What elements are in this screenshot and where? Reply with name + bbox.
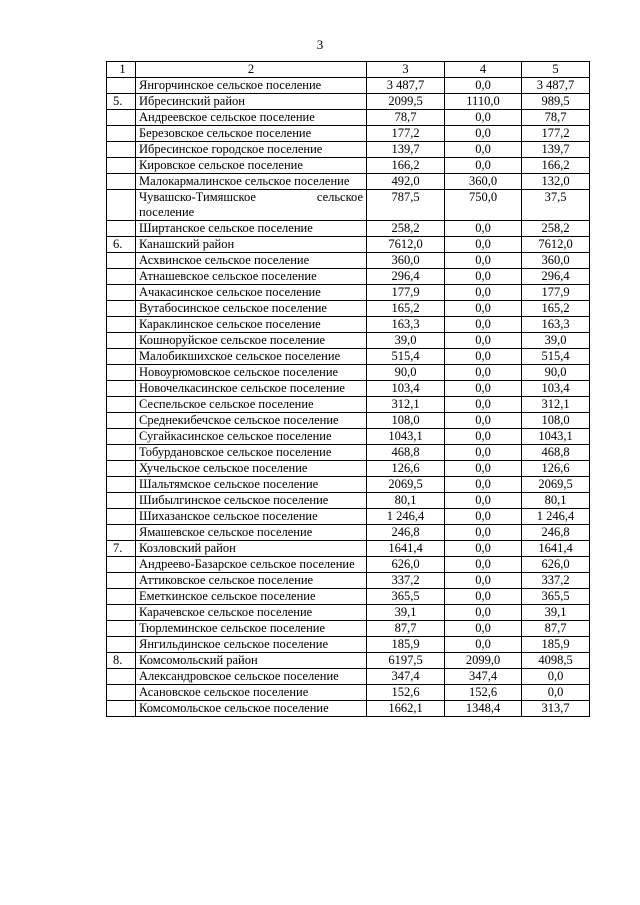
settlement-name: Сеспельское сельское поселение bbox=[136, 397, 367, 413]
value-col-4: 0,0 bbox=[445, 285, 522, 301]
settlement-name: Тобурдановское сельское поселение bbox=[136, 445, 367, 461]
row-number bbox=[107, 78, 136, 94]
table-row bbox=[107, 221, 590, 237]
value-col-4: 0,0 bbox=[445, 413, 522, 429]
row-number bbox=[107, 685, 136, 701]
value-col-5: 103,4 bbox=[522, 381, 590, 397]
settlement-name: Андреевское сельское поселение bbox=[136, 110, 367, 126]
value-col-4: 0,0 bbox=[445, 237, 522, 253]
row-number bbox=[107, 589, 136, 605]
row-number bbox=[107, 158, 136, 174]
header-col-5: 5 bbox=[522, 62, 590, 78]
settlement-name: Ачакасинское сельское поселение bbox=[136, 285, 367, 301]
value-col-5: 37,5 bbox=[522, 190, 590, 221]
header-col-3: 3 bbox=[367, 62, 445, 78]
value-col-3: 80,1 bbox=[367, 493, 445, 509]
value-col-5: 258,2 bbox=[522, 221, 590, 237]
table-row bbox=[107, 397, 590, 413]
value-col-5: 165,2 bbox=[522, 301, 590, 317]
row-number: 8. bbox=[107, 653, 136, 669]
row-number bbox=[107, 381, 136, 397]
value-col-4: 0,0 bbox=[445, 349, 522, 365]
value-col-5: 90,0 bbox=[522, 365, 590, 381]
value-col-5: 185,9 bbox=[522, 637, 590, 653]
settlement-name: Карачевское сельское поселение bbox=[136, 605, 367, 621]
row-number bbox=[107, 557, 136, 573]
row-number bbox=[107, 301, 136, 317]
value-col-4: 0,0 bbox=[445, 557, 522, 573]
value-col-3: 185,9 bbox=[367, 637, 445, 653]
table-header-row bbox=[107, 62, 590, 78]
value-col-5: 1641,4 bbox=[522, 541, 590, 557]
value-col-3: 1641,4 bbox=[367, 541, 445, 557]
settlement-name: Янгорчинское сельское поселение bbox=[136, 78, 367, 94]
value-col-3: 468,8 bbox=[367, 445, 445, 461]
settlement-name: Асхвинское сельское поселение bbox=[136, 253, 367, 269]
settlement-name: Козловский район bbox=[136, 541, 367, 557]
row-number bbox=[107, 317, 136, 333]
value-col-4: 0,0 bbox=[445, 493, 522, 509]
settlement-name: Шихазанское сельское поселение bbox=[136, 509, 367, 525]
value-col-3: 177,2 bbox=[367, 126, 445, 142]
value-col-4: 0,0 bbox=[445, 589, 522, 605]
table-row bbox=[107, 381, 590, 397]
table-row bbox=[107, 477, 590, 493]
row-number bbox=[107, 525, 136, 541]
row-number bbox=[107, 269, 136, 285]
table-row bbox=[107, 525, 590, 541]
row-number bbox=[107, 221, 136, 237]
value-col-5: 4098,5 bbox=[522, 653, 590, 669]
settlement-name: Сугайкасинское сельское поселение bbox=[136, 429, 367, 445]
value-col-5: 296,4 bbox=[522, 269, 590, 285]
value-col-3: 296,4 bbox=[367, 269, 445, 285]
value-col-5: 80,1 bbox=[522, 493, 590, 509]
budget-table bbox=[106, 61, 590, 717]
value-col-3: 39,0 bbox=[367, 333, 445, 349]
value-col-4: 0,0 bbox=[445, 429, 522, 445]
table-row bbox=[107, 174, 590, 190]
value-col-5: 313,7 bbox=[522, 701, 590, 717]
settlement-name: Вутабосинское сельское поселение bbox=[136, 301, 367, 317]
value-col-5: 87,7 bbox=[522, 621, 590, 637]
value-col-4: 0,0 bbox=[445, 158, 522, 174]
settlement-name: Аттиковское сельское поселение bbox=[136, 573, 367, 589]
value-col-4: 0,0 bbox=[445, 142, 522, 158]
settlement-name: Малокармалинское сельское поселение bbox=[136, 174, 367, 190]
table-row bbox=[107, 461, 590, 477]
value-col-3: 108,0 bbox=[367, 413, 445, 429]
settlement-name: Янгильдинское сельское поселение bbox=[136, 637, 367, 653]
settlement-name: Комсомольский район bbox=[136, 653, 367, 669]
table-row bbox=[107, 269, 590, 285]
table-row bbox=[107, 589, 590, 605]
value-col-5: 39,1 bbox=[522, 605, 590, 621]
value-col-4: 0,0 bbox=[445, 573, 522, 589]
table-row bbox=[107, 701, 590, 717]
value-col-3: 90,0 bbox=[367, 365, 445, 381]
value-col-3: 337,2 bbox=[367, 573, 445, 589]
row-number bbox=[107, 461, 136, 477]
value-col-4: 0,0 bbox=[445, 621, 522, 637]
table-row bbox=[107, 142, 590, 158]
row-number bbox=[107, 333, 136, 349]
value-col-4: 0,0 bbox=[445, 461, 522, 477]
value-col-5: 166,2 bbox=[522, 158, 590, 174]
settlement-name: Шальтямское сельское поселение bbox=[136, 477, 367, 493]
value-col-4: 1348,4 bbox=[445, 701, 522, 717]
settlement-name: Хучельское сельское поселение bbox=[136, 461, 367, 477]
header-col-2: 2 bbox=[136, 62, 367, 78]
value-col-4: 0,0 bbox=[445, 221, 522, 237]
settlement-name: Ямашевское сельское поселение bbox=[136, 525, 367, 541]
table-row bbox=[107, 78, 590, 94]
value-col-3: 39,1 bbox=[367, 605, 445, 621]
row-number: 6. bbox=[107, 237, 136, 253]
settlement-name: Асановское сельское поселение bbox=[136, 685, 367, 701]
value-col-5: 312,1 bbox=[522, 397, 590, 413]
row-number bbox=[107, 509, 136, 525]
row-number bbox=[107, 637, 136, 653]
value-col-3: 1662,1 bbox=[367, 701, 445, 717]
table-row bbox=[107, 413, 590, 429]
row-number: 5. bbox=[107, 94, 136, 110]
row-number bbox=[107, 397, 136, 413]
value-col-4: 0,0 bbox=[445, 445, 522, 461]
row-number bbox=[107, 253, 136, 269]
header-col-4: 4 bbox=[445, 62, 522, 78]
row-number bbox=[107, 605, 136, 621]
value-col-4: 0,0 bbox=[445, 365, 522, 381]
value-col-4: 0,0 bbox=[445, 269, 522, 285]
settlement-name: Березовское сельское поселение bbox=[136, 126, 367, 142]
value-col-5: 3 487,7 bbox=[522, 78, 590, 94]
value-col-5: 7612,0 bbox=[522, 237, 590, 253]
settlement-name: Кошноруйское сельское поселение bbox=[136, 333, 367, 349]
value-col-4: 1110,0 bbox=[445, 94, 522, 110]
settlement-name: Канашский район bbox=[136, 237, 367, 253]
settlement-name: Новочелкасинское сельское поселение bbox=[136, 381, 367, 397]
table-row bbox=[107, 557, 590, 573]
value-col-4: 2099,0 bbox=[445, 653, 522, 669]
value-col-4: 0,0 bbox=[445, 126, 522, 142]
value-col-4: 0,0 bbox=[445, 525, 522, 541]
table-row bbox=[107, 285, 590, 301]
value-col-5: 0,0 bbox=[522, 669, 590, 685]
value-col-5: 78,7 bbox=[522, 110, 590, 126]
value-col-4: 0,0 bbox=[445, 637, 522, 653]
value-col-5: 2069,5 bbox=[522, 477, 590, 493]
value-col-3: 78,7 bbox=[367, 110, 445, 126]
value-col-5: 177,2 bbox=[522, 126, 590, 142]
value-col-3: 2069,5 bbox=[367, 477, 445, 493]
settlement-name: Атнашевское сельское поселение bbox=[136, 269, 367, 285]
row-number bbox=[107, 110, 136, 126]
value-col-4: 0,0 bbox=[445, 110, 522, 126]
value-col-5: 177,9 bbox=[522, 285, 590, 301]
value-col-3: 152,6 bbox=[367, 685, 445, 701]
table-row bbox=[107, 253, 590, 269]
value-col-5: 515,4 bbox=[522, 349, 590, 365]
value-col-4: 0,0 bbox=[445, 253, 522, 269]
table-row bbox=[107, 669, 590, 685]
value-col-3: 312,1 bbox=[367, 397, 445, 413]
value-col-4: 0,0 bbox=[445, 317, 522, 333]
value-col-5: 139,7 bbox=[522, 142, 590, 158]
table-row bbox=[107, 190, 590, 221]
table-row bbox=[107, 349, 590, 365]
settlement-name: Александровское сельское поселение bbox=[136, 669, 367, 685]
table-row bbox=[107, 653, 590, 669]
row-number bbox=[107, 413, 136, 429]
value-col-4: 750,0 bbox=[445, 190, 522, 221]
row-number bbox=[107, 126, 136, 142]
row-number: 7. bbox=[107, 541, 136, 557]
value-col-4: 0,0 bbox=[445, 541, 522, 557]
value-col-4: 347,4 bbox=[445, 669, 522, 685]
value-col-3: 3 487,7 bbox=[367, 78, 445, 94]
value-col-4: 0,0 bbox=[445, 509, 522, 525]
table-row bbox=[107, 429, 590, 445]
value-col-3: 103,4 bbox=[367, 381, 445, 397]
table-row bbox=[107, 509, 590, 525]
value-col-3: 787,5 bbox=[367, 190, 445, 221]
value-col-5: 1043,1 bbox=[522, 429, 590, 445]
table-row bbox=[107, 126, 590, 142]
settlement-name: Еметкинское сельское поселение bbox=[136, 589, 367, 605]
value-col-3: 515,4 bbox=[367, 349, 445, 365]
value-col-4: 0,0 bbox=[445, 605, 522, 621]
row-number bbox=[107, 621, 136, 637]
value-col-4: 0,0 bbox=[445, 301, 522, 317]
value-col-3: 1043,1 bbox=[367, 429, 445, 445]
table-row bbox=[107, 541, 590, 557]
settlement-name: Шибылгинское сельское поселение bbox=[136, 493, 367, 509]
settlement-name: Тюрлеминское сельское поселение bbox=[136, 621, 367, 637]
value-col-4: 0,0 bbox=[445, 397, 522, 413]
row-number bbox=[107, 669, 136, 685]
value-col-3: 87,7 bbox=[367, 621, 445, 637]
settlement-name: Караклинское сельское поселение bbox=[136, 317, 367, 333]
table-row bbox=[107, 110, 590, 126]
value-col-5: 0,0 bbox=[522, 685, 590, 701]
settlement-name: Комсомольское сельское поселение bbox=[136, 701, 367, 717]
table-row bbox=[107, 94, 590, 110]
value-col-3: 126,6 bbox=[367, 461, 445, 477]
value-col-4: 0,0 bbox=[445, 381, 522, 397]
value-col-3: 347,4 bbox=[367, 669, 445, 685]
table-row bbox=[107, 237, 590, 253]
table-row bbox=[107, 445, 590, 461]
row-number bbox=[107, 142, 136, 158]
header-col-1: 1 bbox=[107, 62, 136, 78]
row-number bbox=[107, 190, 136, 221]
row-number bbox=[107, 477, 136, 493]
table-row bbox=[107, 493, 590, 509]
table-row bbox=[107, 158, 590, 174]
settlement-name: Кировское сельское поселение bbox=[136, 158, 367, 174]
value-col-3: 6197,5 bbox=[367, 653, 445, 669]
value-col-5: 989,5 bbox=[522, 94, 590, 110]
value-col-4: 0,0 bbox=[445, 333, 522, 349]
budget-table-body bbox=[107, 62, 590, 717]
value-col-4: 0,0 bbox=[445, 78, 522, 94]
row-number bbox=[107, 285, 136, 301]
table-row bbox=[107, 637, 590, 653]
value-col-5: 132,0 bbox=[522, 174, 590, 190]
value-col-3: 166,2 bbox=[367, 158, 445, 174]
value-col-4: 360,0 bbox=[445, 174, 522, 190]
row-number bbox=[107, 349, 136, 365]
table-row bbox=[107, 317, 590, 333]
page-number: 3 bbox=[316, 37, 324, 52]
settlement-name: Ибресинский район bbox=[136, 94, 367, 110]
value-col-5: 365,5 bbox=[522, 589, 590, 605]
table-row bbox=[107, 573, 590, 589]
row-number bbox=[107, 701, 136, 717]
value-col-3: 7612,0 bbox=[367, 237, 445, 253]
row-number bbox=[107, 174, 136, 190]
settlement-name: Ибресинское городское поселение bbox=[136, 142, 367, 158]
value-col-3: 492,0 bbox=[367, 174, 445, 190]
table-row bbox=[107, 365, 590, 381]
table-row bbox=[107, 333, 590, 349]
row-number bbox=[107, 445, 136, 461]
value-col-5: 468,8 bbox=[522, 445, 590, 461]
value-col-5: 360,0 bbox=[522, 253, 590, 269]
value-col-4: 0,0 bbox=[445, 477, 522, 493]
value-col-5: 163,3 bbox=[522, 317, 590, 333]
value-col-5: 1 246,4 bbox=[522, 509, 590, 525]
settlement-name: Андреево-Базарское сельское поселение bbox=[136, 557, 367, 573]
value-col-3: 1 246,4 bbox=[367, 509, 445, 525]
row-number bbox=[107, 493, 136, 509]
value-col-5: 337,2 bbox=[522, 573, 590, 589]
table-row bbox=[107, 685, 590, 701]
value-col-5: 108,0 bbox=[522, 413, 590, 429]
value-col-3: 177,9 bbox=[367, 285, 445, 301]
value-col-3: 139,7 bbox=[367, 142, 445, 158]
table-row bbox=[107, 301, 590, 317]
value-col-5: 626,0 bbox=[522, 557, 590, 573]
value-col-5: 246,8 bbox=[522, 525, 590, 541]
value-col-3: 2099,5 bbox=[367, 94, 445, 110]
value-col-3: 365,5 bbox=[367, 589, 445, 605]
value-col-3: 163,3 bbox=[367, 317, 445, 333]
value-col-3: 360,0 bbox=[367, 253, 445, 269]
value-col-3: 165,2 bbox=[367, 301, 445, 317]
settlement-name: Чувашско-Тимяшское сельское поселение bbox=[136, 190, 367, 221]
settlement-name: Среднекибечское сельское поселение bbox=[136, 413, 367, 429]
value-col-3: 246,8 bbox=[367, 525, 445, 541]
row-number bbox=[107, 429, 136, 445]
value-col-4: 152,6 bbox=[445, 685, 522, 701]
value-col-3: 258,2 bbox=[367, 221, 445, 237]
value-col-5: 126,6 bbox=[522, 461, 590, 477]
settlement-name: Новоурюмовское сельское поселение bbox=[136, 365, 367, 381]
value-col-5: 39,0 bbox=[522, 333, 590, 349]
row-number bbox=[107, 573, 136, 589]
table-row bbox=[107, 605, 590, 621]
value-col-3: 626,0 bbox=[367, 557, 445, 573]
table-row bbox=[107, 621, 590, 637]
settlement-name: Малобикшихское сельское поселение bbox=[136, 349, 367, 365]
settlement-name: Ширтанское сельское поселение bbox=[136, 221, 367, 237]
row-number bbox=[107, 365, 136, 381]
